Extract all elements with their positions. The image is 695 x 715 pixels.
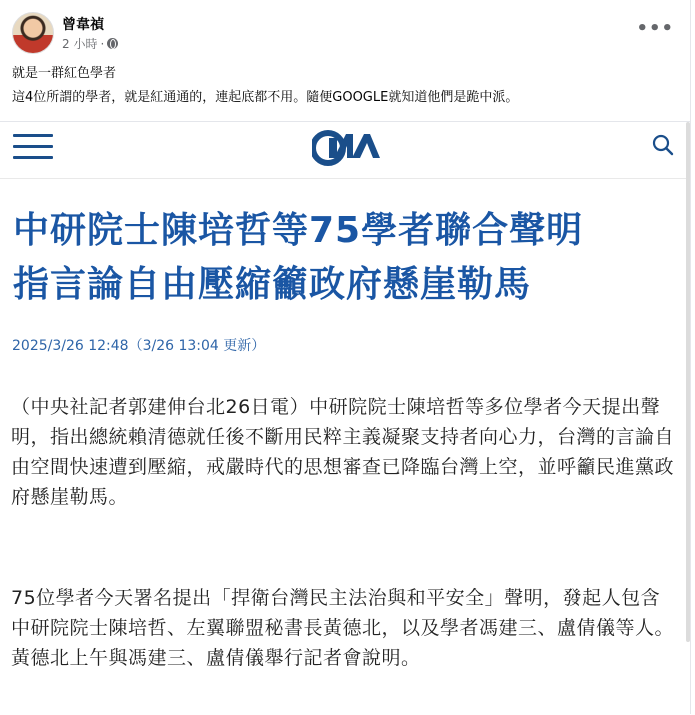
author-avatar[interactable]	[12, 12, 54, 54]
meta-separator: ·	[100, 36, 105, 51]
article-timestamp: 2025/3/26 12:48（3/26 13:04 更新）	[12, 338, 266, 354]
hamburger-menu-icon[interactable]	[13, 134, 53, 164]
author-name[interactable]: 曾韋禎	[62, 17, 104, 33]
more-options-icon[interactable]: •••	[636, 18, 674, 39]
scrollbar[interactable]	[686, 122, 690, 642]
post-header	[12, 10, 682, 54]
post-text-line-2: 這4位所謂的學者，就是紅通通的，連起底都不用。隨便GOOGLE就知道他們是跪中派。	[12, 90, 519, 105]
globe-icon[interactable]	[107, 38, 118, 49]
shared-article-screenshot[interactable]	[0, 121, 690, 715]
search-icon[interactable]	[652, 134, 674, 156]
post-time[interactable]: 2 小時	[62, 37, 98, 51]
post-text-line-1: 就是一群紅色學者	[12, 66, 117, 81]
cna-top-bar	[0, 122, 690, 179]
headline-line-1: 中研院士陳培哲等75學者聯合聲明	[13, 210, 584, 251]
article-paragraph-2: 75位學者今天署名提出「捍衛台灣民主法治與和平安全」聲明，發起人包含中研院院士陳培哲、左翼聯盟秘書長黃德北，以及學者馮建三、盧倩儀等人。黃德北上午與馮建三、盧倩儀舉行記者會說明。	[11, 587, 675, 669]
cna-logo[interactable]	[312, 128, 382, 168]
article-paragraph-1: （中央社記者郭建伸台北26日電）中研院院士陳培哲等多位學者今天提出聲明，指出總統賴清德就任後不斷用民粹主義凝聚支持者向心力，台灣的言論自由空間快速遭到壓縮，戒嚴時代的思想審查已降臨台灣上空，並呼籲民進黨政府懸崖勒馬。	[11, 396, 675, 508]
article-headline	[13, 204, 673, 312]
headline-line-2: 指言論自由壓縮籲政府懸崖勒馬	[13, 264, 532, 305]
post-text	[12, 62, 518, 110]
post-meta	[62, 35, 118, 52]
